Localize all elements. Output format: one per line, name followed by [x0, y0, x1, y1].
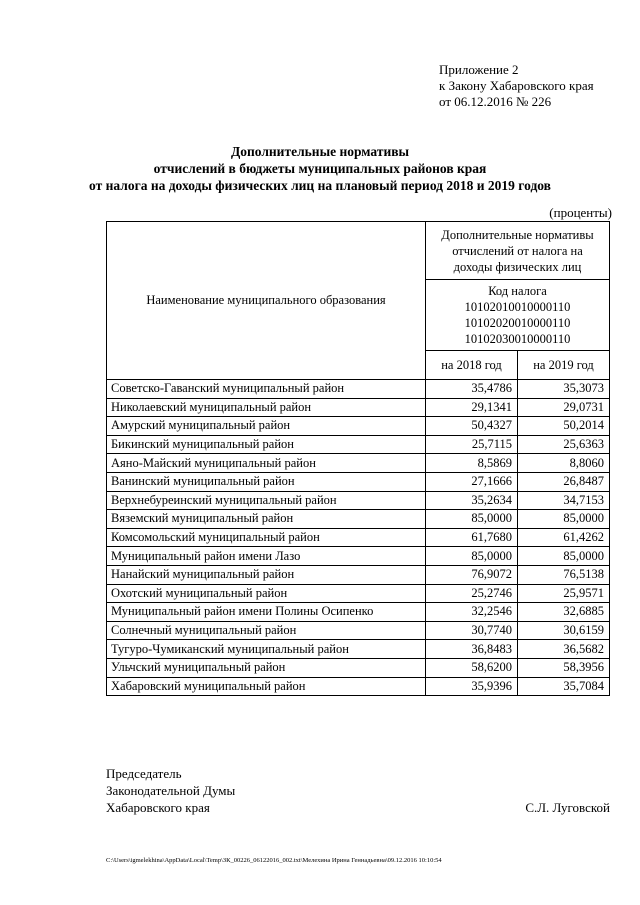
row-value-2019: 61,4262 — [518, 528, 610, 547]
row-name: Хабаровский муниципальный район — [107, 677, 426, 696]
signature-line-1: Председатель — [106, 766, 182, 781]
row-value-2019: 30,6159 — [518, 621, 610, 640]
table-row — [107, 417, 610, 436]
row-value-2019: 25,9571 — [518, 584, 610, 603]
row-name: Верхнебуреинский муниципальный район — [107, 491, 426, 510]
row-value-2018: 32,2546 — [426, 603, 518, 622]
header-name: Наименование муниципального образования — [107, 222, 426, 380]
table-row — [107, 621, 610, 640]
table-row — [107, 547, 610, 566]
row-name: Нанайский муниципальный район — [107, 565, 426, 584]
units-label: (проценты) — [549, 205, 612, 220]
row-name: Бикинский муниципальный район — [107, 435, 426, 454]
row-value-2018: 85,0000 — [426, 510, 518, 529]
row-name: Вяземский муниципальный район — [107, 510, 426, 529]
signature-line-2: Законодательной Думы — [106, 783, 236, 798]
row-value-2018: 36,8483 — [426, 640, 518, 659]
row-name: Тугуро-Чумиканский муниципальный район — [107, 640, 426, 659]
table-row — [107, 435, 610, 454]
row-value-2019: 32,6885 — [518, 603, 610, 622]
table-body — [107, 380, 610, 696]
row-value-2019: 35,7084 — [518, 677, 610, 696]
table-row — [107, 398, 610, 417]
row-value-2018: 35,4786 — [426, 380, 518, 399]
row-value-2018: 76,9072 — [426, 565, 518, 584]
row-value-2019: 29,0731 — [518, 398, 610, 417]
row-value-2018: 8,5869 — [426, 454, 518, 473]
row-value-2019: 26,8487 — [518, 472, 610, 491]
row-value-2019: 58,3956 — [518, 658, 610, 677]
row-name: Комсомольский муниципальный район — [107, 528, 426, 547]
table-row — [107, 640, 610, 659]
header-norm-line: доходы физических лиц — [453, 259, 582, 274]
row-name: Советско-Гаванский муниципальный район — [107, 380, 426, 399]
norms-table — [106, 221, 610, 696]
row-name: Ульчский муниципальный район — [107, 658, 426, 677]
signer-name: С.Л. Луговской — [525, 800, 610, 815]
annex-line-2: к Закону Хабаровского края — [439, 78, 594, 93]
row-value-2019: 85,0000 — [518, 547, 610, 566]
header-norm — [426, 222, 610, 280]
table-row — [107, 454, 610, 473]
row-value-2018: 58,6200 — [426, 658, 518, 677]
row-name: Николаевский муниципальный район — [107, 398, 426, 417]
header-tax-code — [426, 280, 610, 351]
row-value-2018: 50,4327 — [426, 417, 518, 436]
row-value-2018: 35,9396 — [426, 677, 518, 696]
header-code-line: 10102030010000110 — [464, 332, 571, 346]
row-name: Ванинский муниципальный район — [107, 472, 426, 491]
signature-line-3: Хабаровского края — [106, 800, 210, 815]
row-name: Муниципальный район имени Полины Осипенко — [107, 603, 426, 622]
row-value-2019: 8,8060 — [518, 454, 610, 473]
table-header — [107, 222, 610, 380]
table-row — [107, 472, 610, 491]
row-value-2018: 29,1341 — [426, 398, 518, 417]
row-value-2018: 61,7680 — [426, 528, 518, 547]
title-line-3: от налога на доходы физических лиц на плановый период 2018 и 2019 годов — [89, 178, 551, 193]
row-value-2018: 85,0000 — [426, 547, 518, 566]
table-row — [107, 584, 610, 603]
table-row — [107, 677, 610, 696]
row-value-2019: 50,2014 — [518, 417, 610, 436]
row-value-2019: 36,5682 — [518, 640, 610, 659]
table-row — [107, 658, 610, 677]
annex-reference — [439, 62, 594, 110]
header-code-line: 10102020010000110 — [464, 316, 571, 330]
annex-line-1: Приложение 2 — [439, 62, 519, 77]
header-norm-line: отчислений от налога на — [452, 243, 583, 258]
header-norm-line: Дополнительные нормативы — [441, 227, 594, 242]
header-year-2018: на 2018 год — [426, 351, 518, 380]
title-line-2: отчислений в бюджеты муниципальных районов края — [153, 161, 487, 176]
header-code-line: 10102010010000110 — [464, 300, 571, 314]
row-value-2018: 27,1666 — [426, 472, 518, 491]
header-code-line: Код налога — [488, 284, 547, 298]
table-row — [107, 491, 610, 510]
row-value-2019: 85,0000 — [518, 510, 610, 529]
row-value-2019: 34,7153 — [518, 491, 610, 510]
table-row — [107, 603, 610, 622]
annex-line-3: от 06.12.2016 № 226 — [439, 94, 552, 109]
title-line-1: Дополнительные нормативы — [230, 144, 410, 159]
row-value-2019: 35,3073 — [518, 380, 610, 399]
table-row — [107, 528, 610, 547]
table-row — [107, 380, 610, 399]
row-value-2019: 25,6363 — [518, 435, 610, 454]
signature-block — [106, 765, 235, 816]
row-name: Муниципальный район имени Лазо — [107, 547, 426, 566]
header-year-2019: на 2019 год — [518, 351, 610, 380]
row-value-2018: 30,7740 — [426, 621, 518, 640]
document-title — [0, 143, 640, 194]
row-name: Солнечный муниципальный район — [107, 621, 426, 640]
file-path-footer: C:\Users\igmelekhina\AppData\Local\Temp\ЗК_00226_06122016_002.txt\Мелехина Ирина Геннадьевна\09.12.2016 10:10:54 — [106, 857, 442, 864]
row-name: Амурский муниципальный район — [107, 417, 426, 436]
row-value-2018: 25,7115 — [426, 435, 518, 454]
table-row — [107, 510, 610, 529]
row-name: Аяно-Майский муниципальный район — [107, 454, 426, 473]
row-name: Охотский муниципальный район — [107, 584, 426, 603]
row-value-2019: 76,5138 — [518, 565, 610, 584]
row-value-2018: 25,2746 — [426, 584, 518, 603]
table-row — [107, 565, 610, 584]
row-value-2018: 35,2634 — [426, 491, 518, 510]
